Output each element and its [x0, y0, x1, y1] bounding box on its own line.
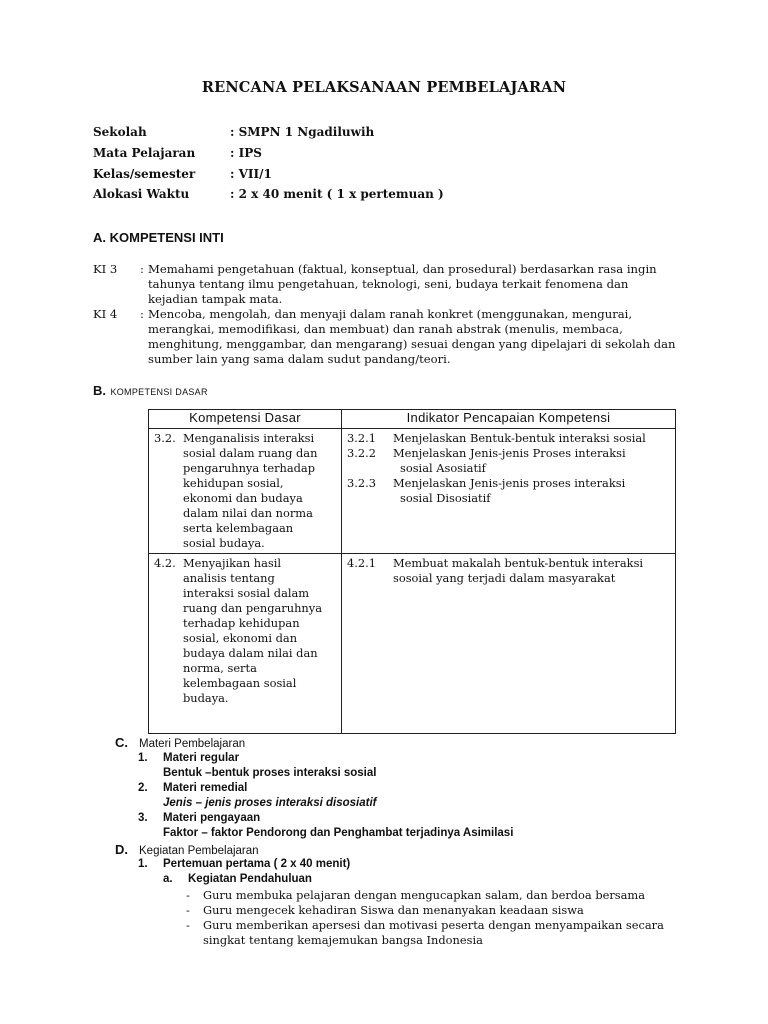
- indicator-number: 3.2.2: [347, 446, 376, 460]
- kd-line: ekonomi dan budaya: [183, 491, 303, 505]
- kd-cell: [149, 429, 342, 554]
- table-header-kd: Kompetensi Dasar: [149, 410, 342, 429]
- ki3-block: [93, 262, 713, 307]
- kd-line: terhadap kehidupan: [183, 616, 300, 630]
- list-item: [186, 888, 726, 903]
- ki4-line: merangkai, memodifikasi, dan membuat) dan ranah abstrak (menulis, membaca,: [148, 322, 623, 336]
- ki4-line: Mencoba, mengolah, dan menyaji dalam ranah konkret (menggunakan, mengurai,: [148, 307, 633, 321]
- kd-line: ruang dan pengaruhnya: [183, 601, 322, 615]
- kd-line: sosial budaya.: [183, 536, 265, 550]
- kd-line: serta kelembagaan: [183, 521, 294, 535]
- sub-title: Kegiatan Pendahuluan: [188, 873, 312, 885]
- table-row: [149, 554, 676, 734]
- list-item: [138, 752, 588, 767]
- ki4-block: [93, 307, 713, 369]
- list-item: [138, 812, 588, 827]
- item-title: Materi regular: [163, 752, 240, 764]
- activity-list: [186, 888, 726, 948]
- bullet-text: Guru mengecek kehadiran Siswa dan menanyakan keadaan siswa: [203, 903, 584, 917]
- kd-line: dalam nilai dan norma: [183, 506, 313, 520]
- item-number: 3.: [138, 812, 148, 824]
- indicator-number: 3.2.3: [347, 476, 376, 490]
- materi-list: [138, 752, 588, 842]
- kd-line: kelembagaan sosial: [183, 676, 297, 690]
- document-title: RENCANA PELAKSANAAN PEMBELAJARAN: [201, 79, 567, 96]
- kd-line: budaya.: [183, 691, 229, 705]
- info-value: : VII/1: [230, 167, 272, 181]
- item-detail: Faktor – faktor Pendorong dan Penghambat terjadinya Asimilasi: [163, 827, 514, 839]
- kd-cell: [149, 554, 342, 734]
- indicator-cell: [342, 429, 676, 554]
- item-detail: Jenis – jenis proses interaksi disosiatif: [163, 797, 377, 809]
- ki3-sep: :: [140, 262, 144, 276]
- table-header-indicator: Indikator Pencapaian Kompetensi: [342, 410, 676, 429]
- section-d-heading: [115, 842, 259, 857]
- list-item: [186, 918, 726, 948]
- info-label: Kelas/semester: [93, 167, 196, 181]
- section-c-heading: [115, 735, 245, 750]
- section-c-letter: C.: [115, 735, 128, 750]
- section-d-letter: D.: [115, 842, 128, 857]
- kd-number: 3.2.: [154, 431, 176, 445]
- section-d-title: Kegiatan Pembelajaran: [139, 845, 259, 857]
- bullet-text: Guru membuka pelajaran dengan mengucapkan salam, dan berdoa bersama: [203, 888, 646, 902]
- kd-line: sosial, ekonomi dan: [183, 631, 298, 645]
- section-b-heading: [93, 382, 208, 400]
- kd-line: kehidupan sosial,: [183, 476, 284, 490]
- table-row: [149, 429, 676, 554]
- section-c-title: Materi Pembelajaran: [139, 738, 246, 750]
- kd-line: pengaruhnya terhadap: [183, 461, 316, 475]
- list-item: [186, 903, 726, 918]
- kd-line: analisis tentang: [183, 571, 275, 585]
- item-title: Materi pengayaan: [163, 812, 261, 824]
- meeting-number: 1.: [138, 858, 148, 870]
- indicator-line: sosial Asosiatif: [400, 461, 486, 475]
- bullet-text: Guru memberikan apersesi dan motivasi peserta dengan menyampaikan secara: [203, 918, 664, 932]
- ki3-line: tahunya tentang ilmu pengetahuan, teknologi, seni, budaya terkait fenomena dan: [148, 277, 629, 291]
- kd-number: 4.2.: [154, 556, 176, 570]
- info-label: Sekolah: [93, 125, 147, 139]
- bullet-dash: -: [186, 903, 190, 917]
- indicator-line: Menjelaskan Jenis-jenis proses interaksi: [393, 476, 626, 490]
- ki4-line: menghitung, menggambar, dan mengarang) sesuai dengan yang dipelajari di sekolah dan: [148, 337, 676, 351]
- kd-line: sosial dalam ruang dan: [183, 446, 318, 460]
- indicator-line: Menjelaskan Jenis-jenis Proses interaksi: [393, 446, 626, 460]
- indicator-line: Menjelaskan Bentuk-bentuk interaksi sosial: [393, 431, 646, 445]
- info-value: : IPS: [230, 146, 262, 160]
- kd-line: interaksi sosial dalam: [183, 586, 310, 600]
- ki3-line: Memahami pengetahuan (faktual, konseptual, dan prosedural) berdasarkan rasa ingin: [148, 262, 657, 276]
- indicator-cell: [342, 554, 676, 734]
- ki3-line: kejadian tampak mata.: [148, 292, 283, 306]
- bullet-dash: -: [186, 918, 190, 932]
- indicator-number: 4.2.1: [347, 556, 376, 570]
- indicator-line: sosial Disosiatif: [400, 491, 491, 505]
- indicator-item: [347, 476, 671, 506]
- kd-line: Menyajikan hasil: [183, 556, 282, 570]
- info-value: : 2 x 40 menit ( 1 x pertemuan ): [230, 187, 444, 201]
- info-label: Mata Pelajaran: [93, 146, 196, 160]
- ki3-text: [148, 262, 708, 307]
- indicator-item: [347, 556, 671, 586]
- kd-text: [154, 446, 337, 551]
- indicator-line: sosoial yang terjadi dalam masyarakat: [393, 571, 616, 585]
- info-value: : SMPN 1 Ngadiluwih: [230, 125, 375, 139]
- bullet-dash: -: [186, 888, 190, 902]
- bullet-text: singkat tentang kemajemukan bangsa Indonesia: [203, 933, 483, 947]
- sub-letter: a.: [163, 873, 173, 885]
- competency-table: [148, 409, 676, 734]
- section-b-letter: B.: [93, 383, 106, 398]
- table-header-row: [149, 410, 676, 429]
- indicator-number: 3.2.1: [347, 431, 376, 445]
- section-a-heading: A. KOMPETENSI INTI: [93, 230, 224, 245]
- ki4-line: sumber lain yang sama dalam sudut pandang/teori.: [148, 352, 451, 366]
- kd-line: budaya dalam nilai dan: [183, 646, 318, 660]
- ki3-code: KI 3: [93, 262, 118, 276]
- meeting-title: Pertemuan pertama ( 2 x 40 menit): [163, 858, 351, 870]
- item-detail: Bentuk –bentuk proses interaksi sosial: [163, 767, 377, 779]
- ki4-text: [148, 307, 708, 367]
- section-b-title: KOMPETENSI DASAR: [110, 387, 208, 397]
- ki4-code: KI 4: [93, 307, 118, 321]
- kd-line: norma, serta: [183, 661, 257, 675]
- ki4-sep: :: [140, 307, 144, 321]
- kd-text: [154, 571, 337, 706]
- sub-item: [163, 873, 312, 885]
- kd-line: Menganalisis interaksi: [183, 431, 315, 445]
- list-item: [138, 782, 588, 797]
- meeting-item: [138, 858, 350, 870]
- indicator-item: [347, 431, 671, 446]
- indicator-line: Membuat makalah bentuk-bentuk interaksi: [393, 556, 644, 570]
- item-title: Materi remedial: [163, 782, 248, 794]
- item-number: 2.: [138, 782, 148, 794]
- info-label: Alokasi Waktu: [93, 187, 190, 201]
- item-number: 1.: [138, 752, 148, 764]
- indicator-item: [347, 446, 671, 476]
